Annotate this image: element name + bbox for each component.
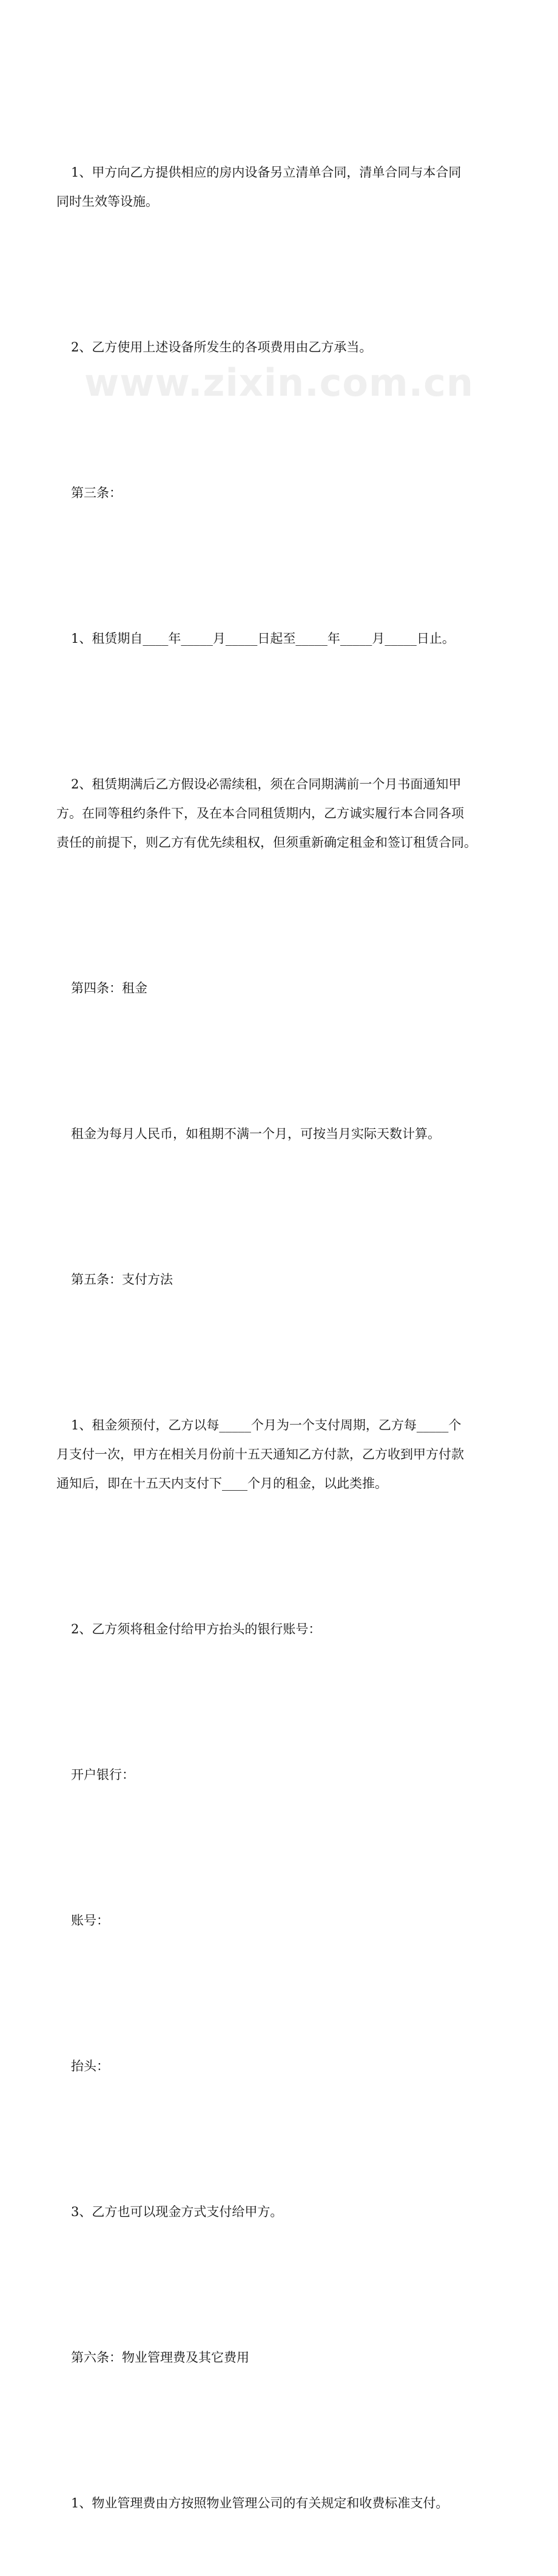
text-line: 账号： bbox=[71, 1913, 109, 1928]
text-line: 方。在同等租约条件下，及在本合同租赁期内，乙方诚实履行本合同各项 bbox=[56, 806, 464, 821]
watermark: www.zixin.com.cn bbox=[84, 361, 474, 405]
text-line: 2、乙方使用上述设备所发生的各项费用由乙方承当。 bbox=[71, 340, 372, 354]
field-account-holder bbox=[56, 1993, 505, 2139]
paragraph-equipment-list bbox=[56, 100, 505, 274]
text-line: 1、租赁期自____年_____月_____日起至_____年_____月_____日止。 bbox=[71, 631, 455, 646]
text-line: 第五条：支付方法 bbox=[71, 1272, 173, 1287]
text-line: 2、乙方须将租金付给甲方抬头的银行账号： bbox=[71, 1622, 321, 1636]
field-account-number bbox=[56, 1848, 505, 1993]
text-line: 同时生效等设施。 bbox=[56, 194, 158, 209]
paragraph-equipment-fees bbox=[56, 274, 505, 420]
text-line: 1、物业管理费由方按照物业管理公司的有关规定和收费标准支付。 bbox=[71, 2496, 449, 2510]
section-heading-article-6 bbox=[56, 2285, 505, 2430]
section-heading-article-3 bbox=[56, 420, 505, 566]
text-line: 月支付一次，甲方在相关月份前十五天通知乙方付款，乙方收到甲方付款 bbox=[56, 1447, 464, 1462]
paragraph-property-fee bbox=[56, 2430, 505, 2576]
text-line: 3、乙方也可以现金方式支付给甲方。 bbox=[71, 2205, 283, 2219]
text-line: 开户银行： bbox=[71, 1768, 135, 1782]
text-line: 抬头： bbox=[71, 2059, 109, 2073]
text-line: 2、租赁期满后乙方假设必需续租，须在合同期满前一个月书面通知甲 bbox=[71, 777, 462, 791]
paragraph-rent-prepayment bbox=[56, 1352, 505, 1556]
field-bank-name bbox=[56, 1702, 505, 1848]
text-line: 第三条： bbox=[71, 486, 122, 500]
text-line: 第四条：租金 bbox=[71, 981, 147, 995]
text-line: 通知后，即在十五天内支付下____个月的租金，以此类推。 bbox=[56, 1476, 388, 1491]
text-line: 1、租金须预付，乙方以每_____个月为一个支付周期，乙方每_____个 bbox=[71, 1418, 462, 1432]
document-body bbox=[56, 100, 505, 2576]
text-line: 1、甲方向乙方提供相应的房内设备另立清单合同，清单合同与本合同 bbox=[71, 165, 462, 180]
paragraph-bank-account bbox=[56, 1556, 505, 1702]
paragraph-rent-amount bbox=[56, 1061, 505, 1207]
text-line: 责任的前提下，则乙方有优先续租权，但须重新确定租金和签订租赁合同。 bbox=[56, 835, 477, 850]
paragraph-lease-term bbox=[56, 566, 505, 711]
section-heading-article-4 bbox=[56, 915, 505, 1061]
text-line: 第六条：物业管理费及其它费用 bbox=[71, 2350, 249, 2365]
paragraph-cash-payment bbox=[56, 2139, 505, 2285]
section-heading-article-5 bbox=[56, 1207, 505, 1352]
paragraph-lease-renewal bbox=[56, 711, 505, 915]
text-line: 租金为每月人民币，如租期不满一个月，可按当月实际天数计算。 bbox=[71, 1127, 440, 1141]
